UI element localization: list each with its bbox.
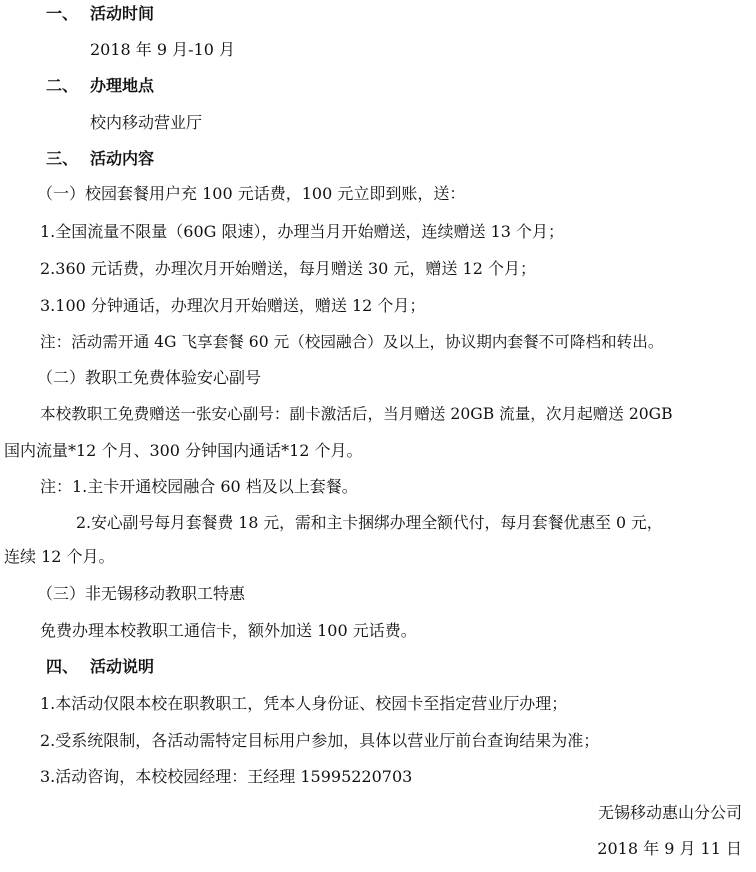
section-2-number: 二、: [46, 76, 79, 95]
subsection-2-note-1: 注：1.主卡开通校园融合 60 档及以上套餐。: [40, 477, 358, 496]
section-3-heading: [46, 149, 154, 169]
section-2-title: 办理地点: [90, 76, 155, 95]
subsection-3-title: （三）非无锡移动教职工特惠: [37, 584, 246, 603]
section-3-title: 活动内容: [90, 149, 155, 168]
section-4-title: 活动说明: [90, 657, 155, 676]
location-text: 校内移动营业厅: [90, 113, 203, 132]
subsection-3-desc: 免费办理本校教职工通信卡，额外加送 100 元话费。: [40, 621, 417, 640]
subsection-2-note-2-line-2: 连续 12 个月。: [4, 547, 115, 566]
subsection-1-item-1: 1.全国流量不限量（60G 限速），办理当月开始赠送，连续赠送 13 个月；: [40, 222, 565, 241]
section-4-item-1: 1.本活动仅限本校在职教职工，凭本人身份证、校园卡至指定营业厅办理；: [40, 694, 568, 713]
signature-company: 无锡移动惠山分公司: [597, 803, 742, 822]
activity-time-text: 2018 年 9 月-10 月: [90, 40, 236, 59]
subsection-1-note: 注：活动需开通 4G 飞享套餐 60 元（校园融合）及以上，协议期内套餐不可降档和转出。: [40, 333, 664, 351]
subsection-1-item-3: 3.100 分钟通话，办理次月开始赠送，赠送 12 个月；: [40, 296, 426, 315]
section-4-item-2: 2.受系统限制，各活动需特定目标用户参加，具体以营业厅前台查询结果为准；: [40, 731, 600, 750]
section-2-heading: [46, 76, 154, 96]
section-1-heading: [46, 4, 154, 24]
subsection-2-desc-line-1: 本校教职工免费赠送一张安心副号：副卡激活后，当月赠送 20GB 流量，次月起赠送 20GB: [40, 405, 673, 423]
subsection-2-note-2-line-1: 2.安心副号每月套餐费 18 元，需和主卡捆绑办理全额代付，每月套餐优惠至 0 元，: [76, 513, 663, 532]
section-1-title: 活动时间: [90, 4, 155, 23]
section-4-item-3: 3.活动咨询，本校校园经理：王经理 15995220703: [40, 767, 413, 786]
section-4-heading: [46, 657, 154, 677]
subsection-2-desc-line-2: 国内流量*12 个月、300 分钟国内通话*12 个月。: [4, 441, 363, 460]
section-3-number: 三、: [46, 149, 79, 168]
section-1-number: 一、: [46, 4, 79, 23]
signature-date: 2018 年 9 月 11 日: [597, 839, 742, 858]
subsection-1-item-2: 2.360 元话费，办理次月开始赠送，每月赠送 30 元，赠送 12 个月；: [40, 259, 536, 278]
subsection-2-title: （二）教职工免费体验安心副号: [37, 368, 262, 387]
subsection-1-title: （一）校园套餐用户充 100 元话费，100 元立即到账，送：: [37, 184, 466, 203]
section-4-number: 四、: [46, 657, 79, 676]
